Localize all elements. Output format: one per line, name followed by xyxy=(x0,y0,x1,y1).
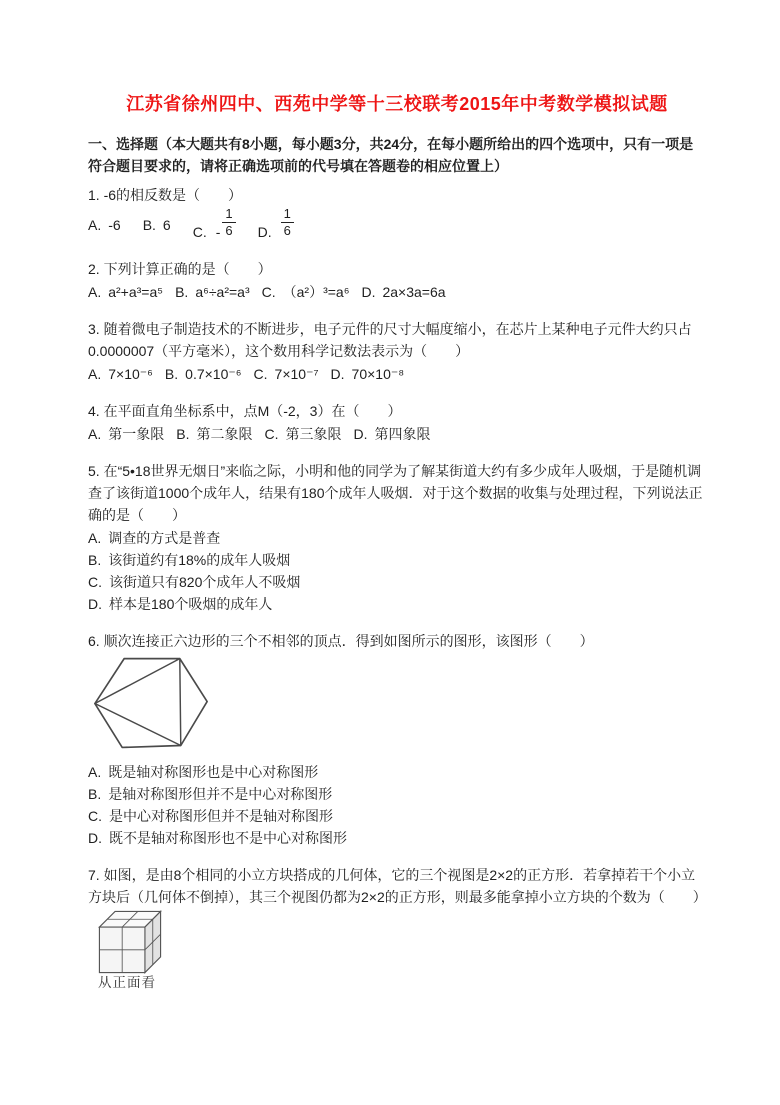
question-4-stem: 4. 在平面直角坐标系中，点M（-2，3）在（ ） xyxy=(88,402,402,419)
option-b: B. 0.7×10⁻⁶ xyxy=(164,365,242,382)
option-b: B. 第二象限 xyxy=(176,425,253,442)
question-5-options xyxy=(88,527,706,615)
option-d: D. $\frac{1}{6}$ xyxy=(258,207,294,243)
option-d: D. 70×10⁻⁸ xyxy=(330,365,405,382)
fraction-one-sixth: $\frac{1}{6}$ xyxy=(222,207,235,237)
option-a: A. 调查的方式是普查 xyxy=(88,529,221,546)
option-b: B. 6 xyxy=(142,216,171,233)
option-c: C. 该街道只有820个成年人不吸烟 xyxy=(88,573,301,590)
cube-stack-figure xyxy=(98,910,166,991)
option-c: C. - $\frac{1}{6}$ xyxy=(193,207,236,243)
option-b: B. 该街道约有18%的成年人吸烟 xyxy=(88,551,291,568)
question-1 xyxy=(88,184,706,243)
option-d: D. 样本是180个吸烟的成年人 xyxy=(88,595,273,612)
question-2-options xyxy=(88,281,706,303)
question-4 xyxy=(88,400,706,445)
question-1-options xyxy=(88,207,706,243)
option-a: A. 7×10⁻⁶ xyxy=(88,365,153,382)
question-2-stem: 2. 下列计算正确的是（ ） xyxy=(88,260,272,277)
question-1-stem: 1. -6的相反数是（ ） xyxy=(88,187,243,203)
question-6 xyxy=(88,630,706,849)
fraction-one-sixth: $\frac{1}{6}$ xyxy=(281,207,294,237)
option-c: C. 7×10⁻⁷ xyxy=(253,365,319,382)
question-6-stem: 6. 顺次连接正六边形的三个不相邻的顶点．得到如图所示的图形，该图形（ ） xyxy=(88,632,594,649)
question-7-stem: 7. 如图，是由8个相同的小立方块搭成的几何体，它的三个视图是2×2的正方形．若拿掉若干个小立方块后（几何体不倒掉），其三个视图仍都为2×2的正方形，则最多能拿掉小立方块的个数为（ ） xyxy=(88,866,707,905)
option-b: B. a⁶÷a²=a³ xyxy=(175,283,250,300)
question-3 xyxy=(88,318,706,385)
question-5 xyxy=(88,460,706,615)
option-c: C. 第三象限 xyxy=(264,425,342,442)
option-c: C. （a²）³=a⁶ xyxy=(261,283,350,300)
option-a: A. 第一象限 xyxy=(88,425,165,442)
option-d: D. 既不是轴对称图形也不是中心对称图形 xyxy=(88,829,347,846)
option-d: D. 第四象限 xyxy=(353,425,431,442)
option-d: D. 2a×3a=6a xyxy=(361,283,446,300)
question-3-stem: 3. 随着微电子制造技术的不断进步，电子元件的尺寸大幅度缩小，在芯片上某种电子元件大约只占0.0000007（平方毫米），这个数用科学记数法表示为（ ） xyxy=(88,320,692,359)
section-heading: 一、选择题（本大题共有8小题，每小题3分，共24分，在每小题所给出的四个选项中，只有一项是符合题目要求的，请将正确选项前的代号填在答题卷的相应位置上） xyxy=(88,136,694,174)
hexagon-triangle-drawing xyxy=(90,655,212,754)
question-7 xyxy=(88,864,706,991)
question-2 xyxy=(88,258,706,303)
cube-stack-drawing xyxy=(98,910,162,974)
option-b: B. 是轴对称图形但并不是中心对称图形 xyxy=(88,785,333,802)
question-3-options xyxy=(88,363,706,385)
question-6-options xyxy=(88,761,706,849)
option-a: A. -6 xyxy=(88,216,121,233)
view-from-front-label: 从正面看 xyxy=(98,974,156,990)
option-a: A. 既是轴对称图形也是中心对称图形 xyxy=(88,763,319,780)
document-title: 江苏省徐州四中、西苑中学等十三校联考2015年中考数学模拟试题 xyxy=(126,94,668,114)
question-4-options xyxy=(88,423,706,445)
option-a: A. a²+a³=a⁵ xyxy=(88,283,164,300)
hexagon-triangle-figure xyxy=(90,655,706,760)
question-5-stem: 5. 在“5•18世界无烟日”来临之际，小明和他的同学为了解某街道大约有多少成年人吸烟，于是随机调查了该街道1000个成年人，结果有180个成年人吸烟．对于这个数据的收集与处理过程，下列说法正确的是（ ） xyxy=(88,462,703,523)
option-c: C. 是中心对称图形但并不是轴对称图形 xyxy=(88,807,333,824)
